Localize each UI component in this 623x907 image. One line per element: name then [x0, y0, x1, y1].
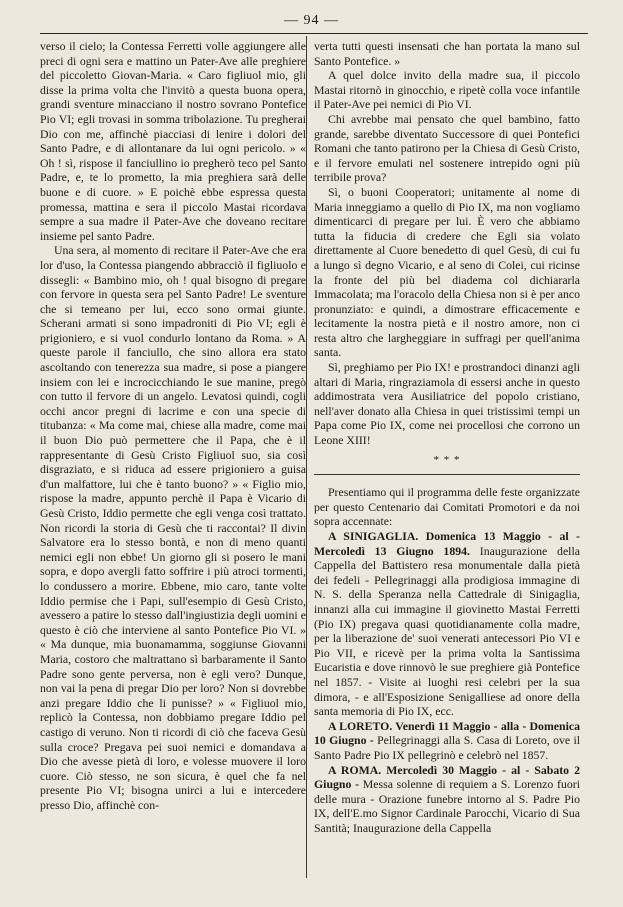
right-paragraph-2: A quel dolce invito della madre sua, il piccolo Mastai ritornò in ginocchio, e ripetè colla voce infantile il Pater-Ave pei nemici di Pio VI.	[314, 68, 580, 112]
program-body-sinigaglia: Inaugurazione della Cappella del Battistero resa monumentale dalla pietà dei fedeli - Pellegrinaggi alla prodigiosa immagine di N. S. della Speranza nella Cattedrale di Sinigaglia, innanzi alla cui immagine il giovinetto Mastai Ferretti (Pio IX) pregava quasi quotidianamente colla madre, per la liberazione de' suoi venerati antecessori Pio VI e Pio VII, e ricevè per la prima volta la Santissima Eucaristia e dove rinnovò le sue preghiere già Pontefice nel 1857. - Visite ai luoghi resi celebri per la sua dimora, - e all'Esposizione Senigalliese ad onore della santa memoria di Pio IX, ecc.	[314, 543, 580, 719]
program-body-loreto: Pellegrinaggi alla S. Casa di Loreto, ove il Santo Padre Pio IX pellegrinò e celebrò nel 1857.	[314, 733, 580, 762]
column-divider	[306, 36, 307, 878]
right-paragraph-3: Chi avrebbe mai pensato che quel bambino, fatto grande, sarebbe diventato Successore di quei Pontefici Romani che tanto patirono per la Chiesa di Gesù Cristo, e il fervore emulati nel sostenere intrepido ogni più terribile prova?	[314, 111, 580, 185]
program-body-roma: Messa solenne di requiem a S. Lorenzo fuori delle mura - Orazione funebre intorno al S. Padre Pio IX, dell'E.mo Signor Cardinale Parocchi, Vicario di Sua Santità; Inaugurazione della Cappella	[314, 777, 580, 835]
right-column	[314, 39, 580, 835]
program-heading-loreto: A LORETO. Venerdì 11 Maggio - alla - Domenica 10 Giugno -	[314, 718, 580, 748]
page-number: — 94 —	[284, 13, 339, 28]
program-heading-roma: A ROMA. Mercoledì 30 Maggio - al - Sabato 2 Giugno -	[314, 762, 580, 792]
program-item-loreto	[314, 719, 580, 763]
left-paragraph-1: verso il cielo; la Contessa Ferretti volle aggiungere alle preci di ogni sera e mattino un Pater-Ave alle preghiere del piccoletto Giovan-Maria. « Caro figliuol mio, gli disse la prima volta che l'invitò a questa buona opera, grandi sventure minacciano il nostro sovrano Pontefice Pio VI; egli trovasi in somma tribolazione. Tu pregherai Dio con me, affinchè piacciasi di lenire i dolori del Santo Padre, e di allontanare da lui ogni pericolo. » « Oh ! sì, rispose il fanciullino io pregherò teco pel Santo Padre, e, te lo prometto, la mia preghiera sarà delle buone e di cuore. » E poichè ebbe espressa questa promessa, mattina e sera il piccolo Mastai ricordava sempre a sua madre il Pater-Ave che doveano recitare insieme pel santo Padre.	[40, 39, 306, 243]
program-heading-sinigaglia: A SINIGAGLIA. Domenica 13 Maggio - al - Mercoledì 13 Giugno 1894.	[314, 529, 580, 558]
right-paragraph-1: verta tutti questi insensati che han portata la mano sul Santo Pontefice. »	[314, 39, 580, 68]
right-paragraph-4: Sì, o buoni Cooperatori; unitamente al nome di Maria inneggiamo a quello di Pio IX, ma non vogliamo dimenticarci di pregare per lui. È vero che abbiamo tutta la fiducia di credere che Egli sia volato direttamente al Cuore benedetto di quel Gesù, di cui fu a lungo sì degno Vicario, e al seno di Colei, cui ricinse la fronte del più bel diadema col dichiararla Immacolata; ma l'oracolo della Chiesa non si è per anco pronunziato: e quindi, a dimostrare efficacemente e lecitamente la nostra pietà e il nostro amore, non ci resta altro che largheggiare in suffragi per quell'anima santa.	[314, 184, 580, 360]
section-rule	[314, 474, 580, 475]
program-item-roma	[314, 763, 580, 836]
program-item-sinigaglia	[314, 529, 580, 719]
right-paragraph-5: Sì, preghiamo per Pio IX! e prostrandoci dinanzi agli altari di Maria, ringraziamola di essersi anche in questo addimostrata vera Ausiliatrice del popolo cristiano, nell'aver donato alla Chiesa in quei tristissimi tempi un Papa come Pio IX, come nei procellosi che corrono un Leone XIII!	[314, 360, 580, 448]
header-rule	[40, 33, 588, 34]
section-separator: * * *	[433, 453, 461, 466]
left-column	[40, 39, 306, 812]
left-paragraph-2: Una sera, al momento di recitare il Pater-Ave che era lor d'uso, la Contessa piangendo abbracciò il figliuolo e dissegli: « Bambino mio, oh ! qual bisogno di pregare con fervore in questa sera pel Santo Padre! Le sventure che si temeano per lui, ecco sono ormai giunte. Scherani armati si sono impadroniti di Pio VI; egli è prigioniero, e si vuol condurlo lontano da Roma. » A queste parole il fanciullo, che sino allora era stato ascoltando con tenerezza sua madre, si pose a piangere insiem con lei e incrocicchiando le sue manine, pregò con tutto il fervore di un angelo. Levatosi quindi, cogli occhi ancor pregni di lacrime e con una specie di titubanza: « Ma come mai, chiese alla madre, come mai il buon Dio può permettere che il Papa, che è il rappresentante di Gesù Cristo Figliuol suo, sia così disgraziato, e si riduca ad essere prigioniero a guisa d'un malfattore, lui che è tanto buono? » « Figlio mio, rispose la madre, appunto perchè il Papa è Vicario di Gesù Cristo, Iddio permette che egli venga così trattato. Non ricordi la storia di Gesù che ti raccontai? Il divin Salvatore era lo stesso bontà, e non di meno quanti nemici egli non ebbe! Un giorno gli si posero le mani sopra, e dopo avergli fatto soffrire i più atroci tormenti, lo condussero a morire. Ebbene, mio caro, tante volte Iddio permise che i Papi, sull'esempio di Gesù Cristo, avessero a patire lo stesso dall'ingiustizia degli uomini e questo è ciò che interviene al santo Pontefice Pio VI. » « Ma dunque, mia buonamamma, soggiunse Giovanni Maria, costoro che maltrattano sì barbaramente il Santo Padre sono gente perversa, non è egli vero? Dunque, non vai la pena di pregar Dio per loro? Non si dovrebbe anzi pregare Iddio che li punisse? » « Figliuol mio, replicò la Contessa, non dobbiamo pregare Iddio pel castigo di veruno. Non ti ricordi di ciò che faceva Gesù sulla croce? Pregava pei suoi nemici e domandava a Dio che avesse pietà di loro, e volesse muovere il loro cuore. Ciò stesso, ne son sicura, è quel che fa nel presente Pio VI; bisogna unirci a lui e intercedere presso Dio, affinchè con-	[40, 243, 306, 812]
program-intro: Presentiamo qui il programma delle feste organizzate per questo Centenario dai Comitati Promotori e da noi sopra accennate:	[314, 485, 580, 529]
